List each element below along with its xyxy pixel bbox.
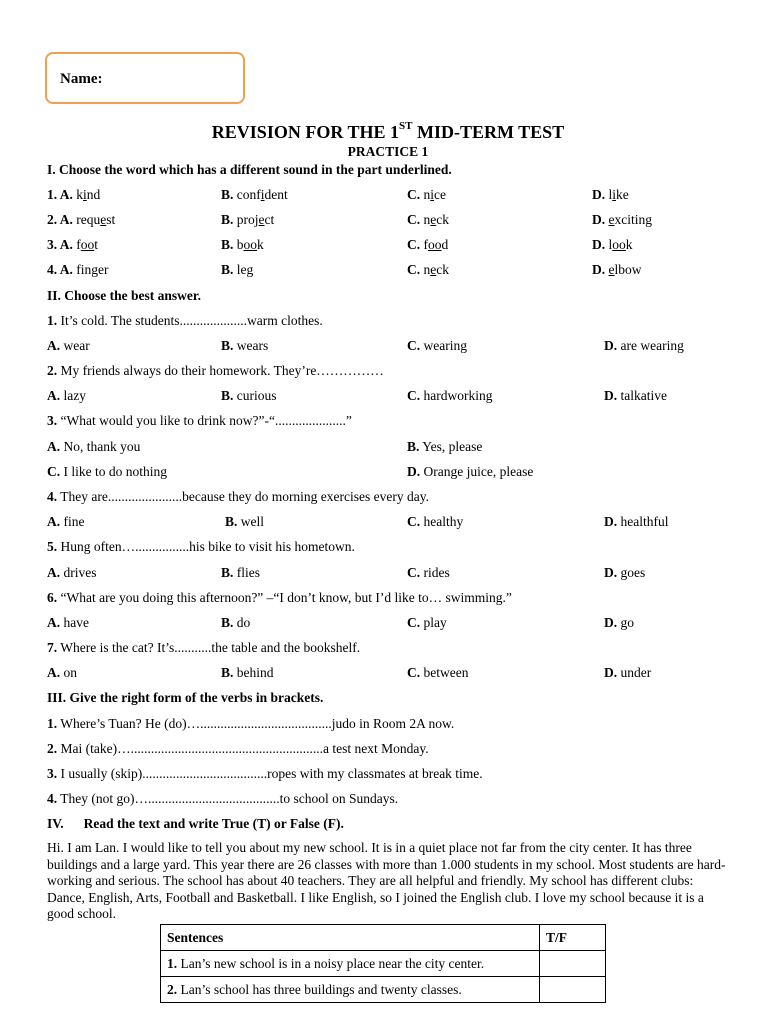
table-header-tf: T/F: [540, 925, 606, 951]
question-6: 6. “What are you doing this afternoon?” –“I don’t know, but I’d like to… swimming.”: [47, 590, 512, 605]
pron-option-4c[interactable]: C. neck: [407, 262, 449, 277]
option-2d[interactable]: D. talkative: [604, 388, 667, 403]
option-4b[interactable]: B. well: [225, 514, 265, 529]
question-2: 2. My friends always do their homework. They’re……………: [47, 363, 384, 378]
option-6c[interactable]: C. play: [407, 615, 447, 630]
table-sentence: 2. Lan’s school has three buildings and twenty classes.: [161, 977, 540, 1003]
verb-item-2: 2. Mai (take)….........................................................a test next Monday.: [47, 741, 429, 756]
option-4a[interactable]: A. fine: [47, 514, 85, 529]
option-3a[interactable]: A. No, thank you: [47, 439, 141, 454]
part4-heading: IV. Read the text and write True (T) or False (F).: [47, 816, 344, 831]
name-box[interactable]: [45, 52, 245, 104]
pron-option-3a[interactable]: 3. A. foot: [47, 237, 99, 252]
question-7: 7. Where is the cat? It’s...........the table and the bookshelf.: [47, 640, 361, 655]
part2-heading: II. Choose the best answer.: [47, 288, 202, 303]
tf-answer-cell[interactable]: [540, 951, 606, 977]
option-6b[interactable]: B. do: [221, 615, 251, 630]
verb-item-1: 1. Where’s Tuan? He (do)….......................................judo in Room 2A now.: [47, 716, 455, 731]
option-3d[interactable]: D. Orange juice, please: [407, 464, 534, 479]
option-5c[interactable]: C. rides: [407, 565, 450, 580]
option-6d[interactable]: D. go: [604, 615, 634, 630]
option-2b[interactable]: B. curious: [221, 388, 277, 403]
option-7c[interactable]: C. between: [407, 665, 469, 680]
option-3b[interactable]: B. Yes, please: [407, 439, 483, 454]
pron-option-1c[interactable]: C. nice: [407, 187, 446, 202]
pron-option-2a[interactable]: 2. A. request: [47, 212, 116, 227]
table-header-row: [161, 925, 606, 951]
option-7a[interactable]: A. on: [47, 665, 77, 680]
name-label: Name:: [60, 71, 103, 87]
pron-option-4a[interactable]: 4. A. finger: [47, 262, 109, 277]
pron-option-2d[interactable]: D. exciting: [592, 212, 652, 227]
pron-option-3d[interactable]: D. look: [592, 237, 633, 252]
pron-option-4d[interactable]: D. elbow: [592, 262, 642, 277]
option-5b[interactable]: B. flies: [221, 565, 261, 580]
option-6a[interactable]: A. have: [47, 615, 89, 630]
option-5a[interactable]: A. drives: [47, 565, 97, 580]
question-1: 1. It’s cold. The students....................warm clothes.: [47, 313, 323, 328]
table-sentence: 1. Lan’s new school is in a noisy place near the city center.: [161, 951, 540, 977]
option-1d[interactable]: D. are wearing: [604, 338, 684, 353]
option-3c[interactable]: C. I like to do nothing: [47, 464, 167, 479]
question-3: 3. “What would you like to drink now?”-“.....................”: [47, 413, 352, 428]
question-4: 4. They are......................because they do morning exercises every day.: [47, 489, 430, 504]
option-2a[interactable]: A. lazy: [47, 388, 86, 403]
pron-option-3c[interactable]: C. food: [407, 237, 449, 252]
option-4d[interactable]: D. healthful: [604, 514, 669, 529]
verb-item-3: 3. I usually (skip).....................................ropes with my classmates at break time.: [47, 766, 483, 781]
option-4c[interactable]: C. healthy: [407, 514, 464, 529]
pron-option-1d[interactable]: D. like: [592, 187, 629, 202]
option-7b[interactable]: B. behind: [221, 665, 274, 680]
true-false-table: [160, 924, 606, 1003]
tf-answer-cell[interactable]: [540, 977, 606, 1003]
option-2c[interactable]: C. hardworking: [407, 388, 493, 403]
pron-option-1b[interactable]: B. confident: [221, 187, 288, 202]
pron-option-2b[interactable]: B. project: [221, 212, 275, 227]
page-title: REVISION FOR THE 1ST MID-TERM TEST: [211, 120, 565, 142]
table-row: [161, 951, 606, 977]
question-5: 5. Hung often…................his bike to visit his hometown.: [47, 539, 355, 554]
table-row: [161, 977, 606, 1003]
part3-heading: III. Give the right form of the verbs in brackets.: [47, 690, 324, 705]
table-header-sentences: Sentences: [161, 925, 540, 951]
option-5d[interactable]: D. goes: [604, 565, 646, 580]
pron-option-4b[interactable]: B. leg: [221, 262, 254, 277]
pron-option-3b[interactable]: B. book: [221, 237, 264, 252]
part1-heading: I. Choose the word which has a different sound in the part underlined.: [47, 162, 452, 177]
reading-passage: Hi. I am Lan. I would like to tell you about my new school. It is in a quiet place not far from the city center. It has three buildings and a large yard. This year there are 26 classes with more than 1.000 students in my school. Most students are hard-working and serious. The school has about 40 teachers. They are all helpful and friendly. My school has different clubs: Dance, English, Arts, Football and Basketball. I like English, so I joined the English club. I love my school because it is a good school.: [47, 840, 726, 921]
option-1b[interactable]: B. wears: [221, 338, 269, 353]
verb-item-4: 4. They (not go)….......................................to school on Sundays.: [47, 791, 399, 806]
pron-option-2c[interactable]: C. neck: [407, 212, 449, 227]
option-7d[interactable]: D. under: [604, 665, 652, 680]
pron-option-1a[interactable]: 1. A. kind: [47, 187, 101, 202]
page-subtitle: PRACTICE 1: [347, 144, 429, 159]
option-1c[interactable]: C. wearing: [407, 338, 467, 353]
option-1a[interactable]: A. wear: [47, 338, 90, 353]
